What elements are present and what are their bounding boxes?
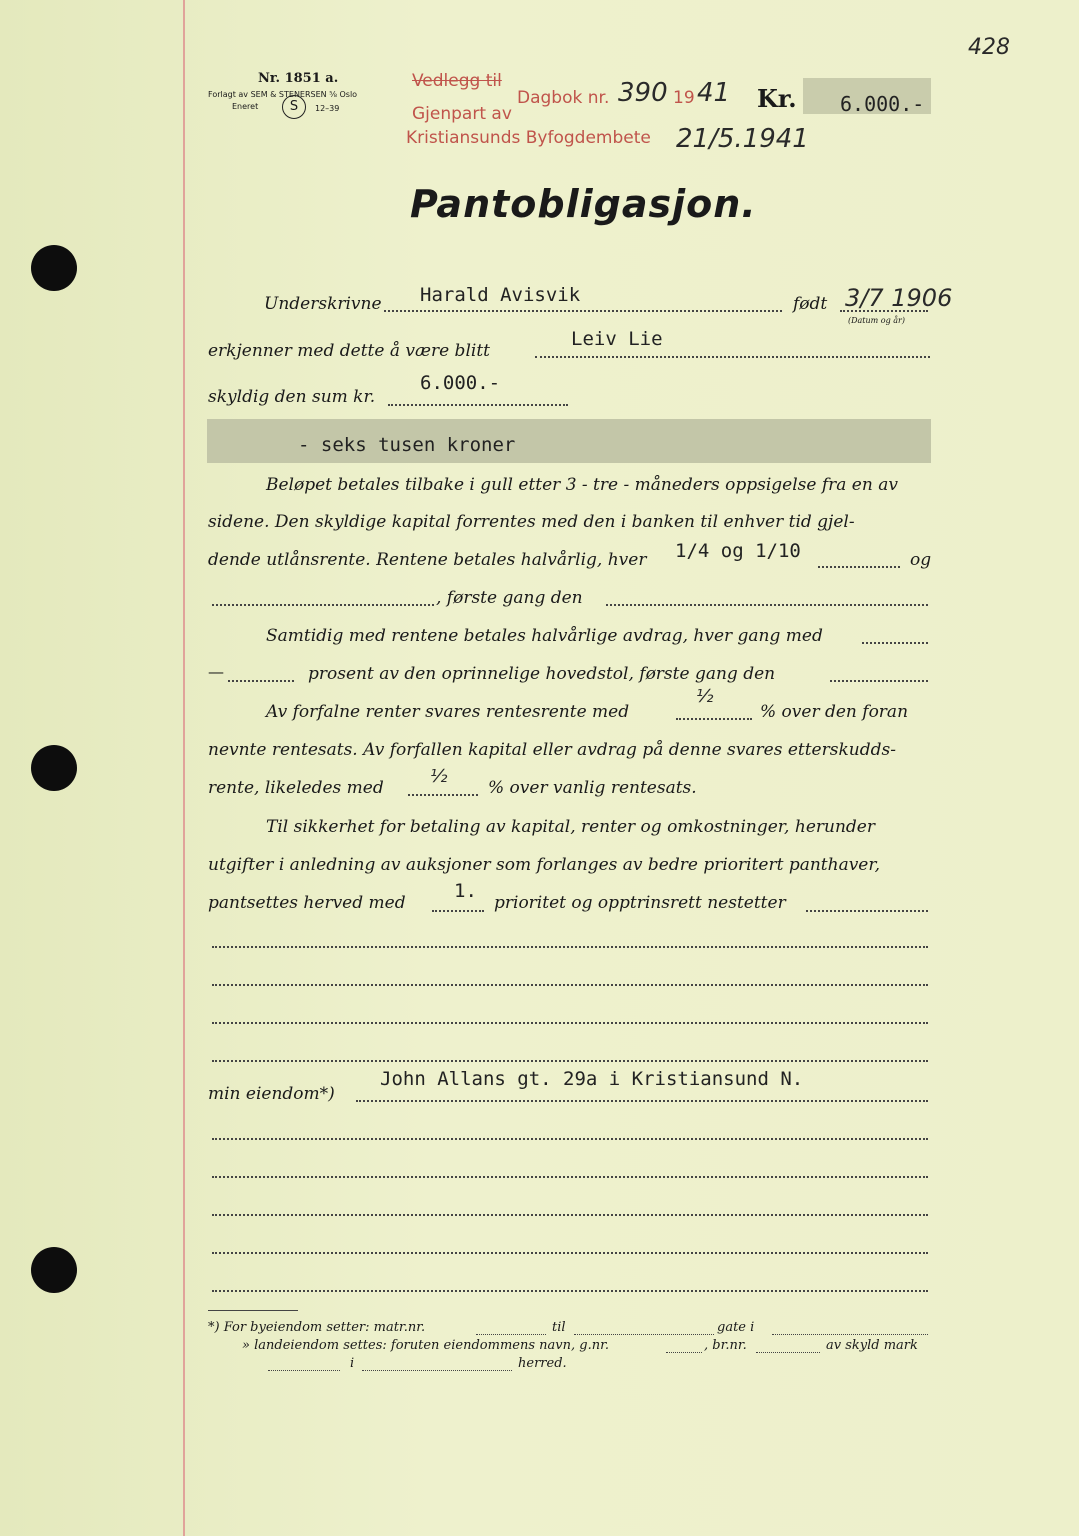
dotted-line xyxy=(212,1214,928,1216)
penalty-rate: ½ xyxy=(696,686,714,707)
dagbok-number: 390 xyxy=(618,78,668,108)
p1-line3-end: og xyxy=(910,550,932,570)
dotted-line xyxy=(862,642,928,644)
sum-in-words: - seks tusen kroner xyxy=(298,434,516,456)
eiendom-label: min eiendom*) xyxy=(208,1084,335,1104)
year-handwritten: 41 xyxy=(697,78,731,108)
datum-hint: (Datum og år) xyxy=(848,316,905,325)
p1-line1: Beløpet betales tilbake i gull etter 3 - tre - måneders oppsigelse fra en av xyxy=(266,475,898,495)
dotted-line xyxy=(574,1334,714,1335)
margin-rule xyxy=(183,0,185,1536)
p1-line4: , første gang den xyxy=(436,588,583,608)
dotted-line xyxy=(535,356,930,358)
p3-line2: nevnte rentesats. Av forfallen kapital eller avdrag på denne svares etterskudds- xyxy=(208,740,896,760)
property-address: John Allans gt. 29a i Kristiansund N. xyxy=(380,1068,804,1090)
dotted-line xyxy=(756,1352,820,1353)
footnote-line1a: *) For byeiendom setter: matr.nr. xyxy=(208,1320,426,1335)
dotted-line xyxy=(384,310,782,312)
dotted-line xyxy=(432,910,484,912)
dotted-line xyxy=(818,566,900,568)
dotted-line xyxy=(806,910,928,912)
dotted-line xyxy=(212,1290,928,1292)
document-title: Pantobligasjon. xyxy=(410,182,757,226)
p1-line3: dende utlånsrente. Rentene betales halvårlig, hver xyxy=(208,550,647,570)
dotted-line xyxy=(228,680,294,682)
dotted-line xyxy=(212,946,928,948)
publisher-logo-icon: S xyxy=(282,95,306,119)
kr-label: Kr. xyxy=(757,84,797,113)
dotted-line xyxy=(606,604,928,606)
debtor-name: Harald Avisvik xyxy=(420,284,581,306)
p3-line1-end: % over den foran xyxy=(760,702,909,722)
skyldig-label: skyldig den sum kr. xyxy=(208,387,376,407)
footnote-line1c: gate i xyxy=(717,1320,755,1335)
penalty-rate-2: ½ xyxy=(430,766,448,787)
page-number: 428 xyxy=(968,35,1010,60)
dotted-line xyxy=(212,984,928,986)
footnote-line3a: i xyxy=(350,1356,355,1371)
birth-date: 3/7 1906 xyxy=(845,284,953,312)
dotted-line xyxy=(772,1334,928,1335)
interest-dates: 1/4 og 1/10 xyxy=(675,540,801,562)
p2-line1: Samtidig med rentene betales halvårlige avdrag, hver gang med xyxy=(266,626,823,646)
dotted-line xyxy=(212,604,434,606)
punch-hole-top xyxy=(31,245,77,291)
dotted-line xyxy=(830,680,928,682)
p4-line3: pantsettes herved med xyxy=(208,893,406,913)
p3-line1: Av forfalne renter svares rentesrente med xyxy=(266,702,630,722)
office-name: Kristiansunds Byfogdembete xyxy=(406,128,651,148)
amount-value: 6.000.- xyxy=(840,92,925,116)
footnote-line3b: herred. xyxy=(518,1356,567,1371)
dotted-line xyxy=(356,1100,928,1102)
priority-number: 1. xyxy=(454,880,477,902)
dotted-line xyxy=(666,1352,702,1353)
creditor-name: Leiv Lie xyxy=(571,328,663,350)
p2-line2: prosent av den oprinnelige hovedstol, første gang den xyxy=(308,664,776,684)
dotted-line xyxy=(408,794,478,796)
dotted-line xyxy=(212,1252,928,1254)
publisher-line1: Forlagt av SEM & STENERSEN ⅝ Oslo xyxy=(208,90,358,99)
footnote-line2a: » landeiendom settes: foruten eiendommens navn, g.nr. xyxy=(242,1338,609,1353)
publisher-line3: 12–39 xyxy=(315,104,340,113)
vedlegg-label: Vedlegg til xyxy=(412,71,502,91)
year-prefix: 19 xyxy=(673,88,695,108)
footnote-line1b: til xyxy=(552,1320,566,1335)
gjenpart-label: Gjenpart av xyxy=(412,104,512,124)
footnote-line2c: av skyld mark xyxy=(826,1338,918,1353)
dotted-line xyxy=(388,404,568,406)
dotted-line xyxy=(212,1060,928,1062)
registration-date: 21/5.1941 xyxy=(676,124,809,154)
form-number: Nr. 1851 a. xyxy=(258,71,339,86)
publisher-line2: Eneret xyxy=(232,102,259,111)
dotted-line xyxy=(268,1370,340,1371)
underskrivne-label: Underskrivne xyxy=(264,294,382,314)
dagbok-label: Dagbok nr. xyxy=(517,88,610,108)
sum-value: 6.000.- xyxy=(420,372,501,394)
p3-line3-end: % over vanlig rentesats. xyxy=(488,778,697,798)
p4-line1: Til sikkerhet for betaling av kapital, renter og omkostninger, herunder xyxy=(266,817,875,837)
p1-line2: sidene. Den skyldige kapital forrentes med den i banken til enhver tid gjel- xyxy=(208,512,855,532)
p4-line3-end: prioritet og opptrinsrett nestetter xyxy=(494,893,786,913)
footnote-rule xyxy=(208,1310,298,1311)
dotted-line xyxy=(212,1022,928,1024)
punch-hole-bottom xyxy=(31,1247,77,1293)
p4-line2: utgifter i anledning av auksjoner som forlanges av bedre prioritert panthaver, xyxy=(208,855,881,875)
p3-line3: rente, likeledes med xyxy=(208,778,384,798)
erkjenner-label: erkjenner med dette å være blitt xyxy=(208,341,490,361)
dotted-line xyxy=(362,1370,512,1371)
footnote-line2b: , br.nr. xyxy=(704,1338,747,1353)
dotted-line xyxy=(476,1334,546,1335)
fodt-label: født xyxy=(793,294,828,314)
dotted-line xyxy=(212,1138,928,1140)
punch-hole-middle xyxy=(31,745,77,791)
dotted-line xyxy=(212,1176,928,1178)
p2-dash: — xyxy=(208,662,224,681)
dotted-line xyxy=(676,718,752,720)
dotted-line xyxy=(840,310,928,312)
